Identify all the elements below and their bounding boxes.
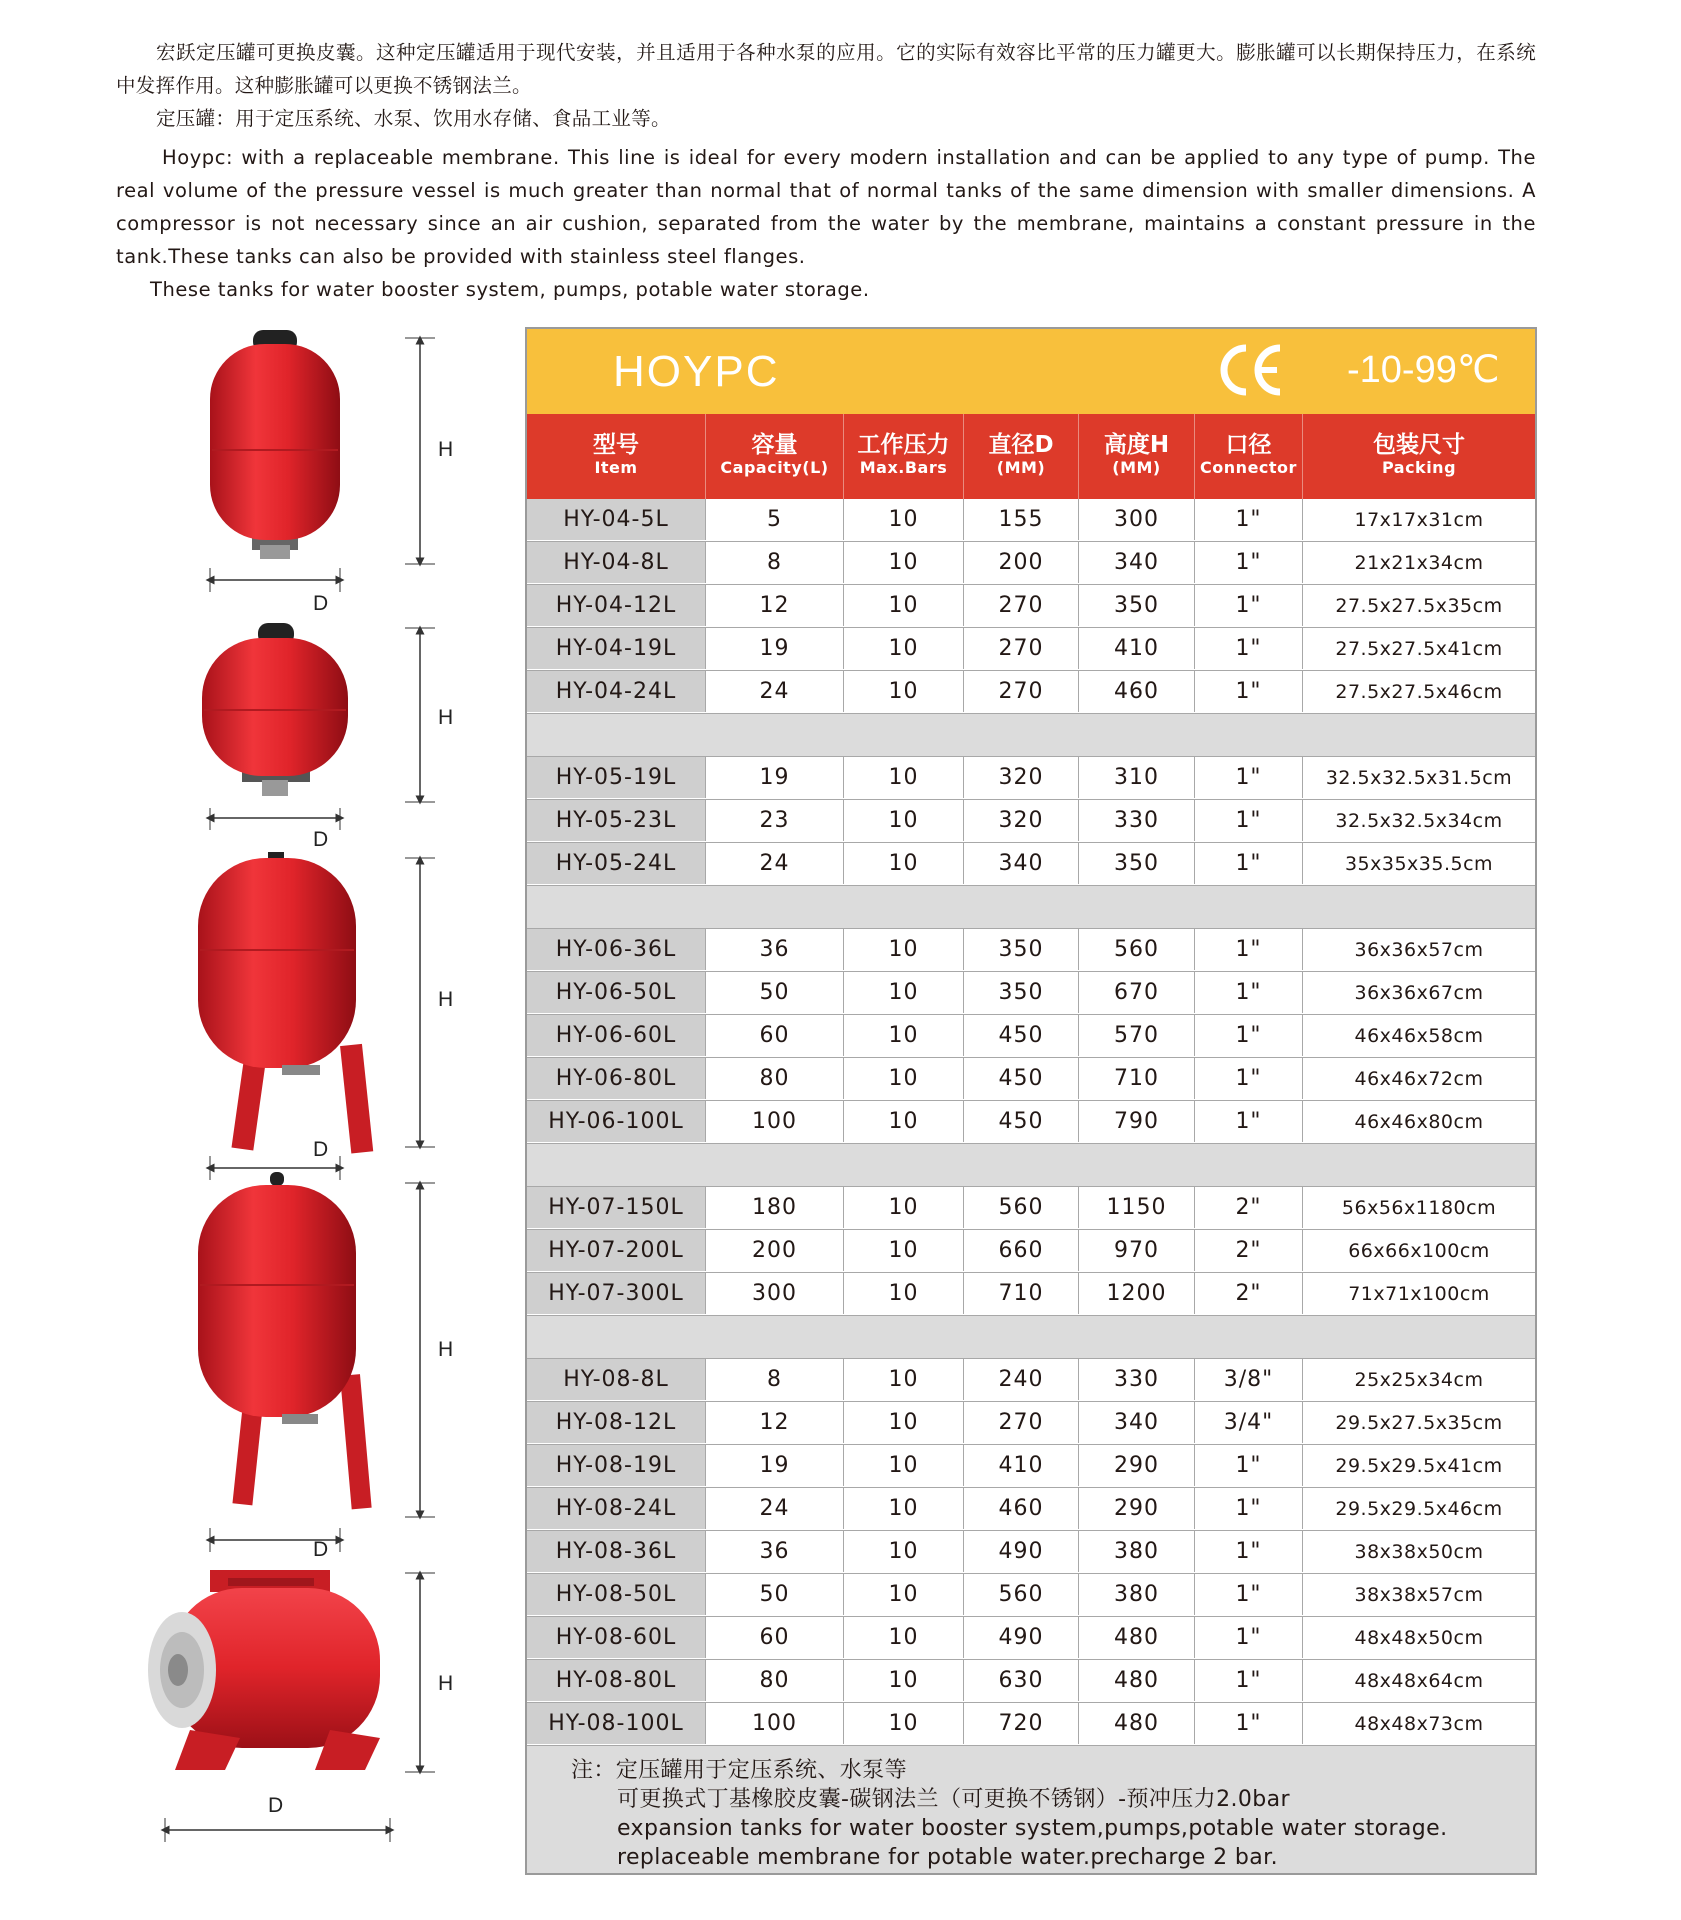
intro-text	[116, 36, 1536, 306]
cell-capacity: 23	[706, 800, 844, 841]
cell-connector: 1"	[1195, 585, 1303, 626]
cell-max-bars: 10	[844, 1230, 964, 1271]
cell-capacity: 19	[706, 628, 844, 669]
cell-packing: 27.5x27.5x41cm	[1335, 638, 1503, 660]
cell-max-bars: 10	[844, 1660, 964, 1701]
cell-packing: 17x17x31cm	[1354, 509, 1484, 531]
cell-connector: 1"	[1195, 1574, 1303, 1615]
spec-table	[525, 327, 1537, 1875]
cell-packing: 32.5x32.5x31.5cm	[1325, 767, 1513, 789]
cell-diameter: 240	[964, 1359, 1079, 1400]
cell-connector: 1"	[1195, 1703, 1303, 1744]
cell-connector: 1"	[1195, 757, 1303, 798]
cell-diameter: 450	[964, 1015, 1079, 1056]
cell-connector: 2"	[1195, 1273, 1303, 1314]
cell-height: 330	[1079, 800, 1195, 841]
table-separator-row	[527, 886, 1535, 929]
cell-item: HY-05-23L	[527, 800, 706, 841]
cell-capacity: 100	[706, 1101, 844, 1142]
cell-packing: 29.5x29.5x41cm	[1335, 1455, 1503, 1477]
cell-connector: 1"	[1195, 1445, 1303, 1486]
cell-packing: 48x48x64cm	[1354, 1670, 1484, 1692]
cell-item: HY-08-24L	[527, 1488, 706, 1529]
product-drawings	[130, 330, 490, 1880]
cell-item: HY-04-5L	[527, 499, 706, 540]
cell-height: 1200	[1079, 1273, 1195, 1314]
height-label: H	[438, 438, 454, 461]
cell-diameter: 340	[964, 843, 1079, 884]
cell-max-bars: 10	[844, 1359, 964, 1400]
height-label: H	[438, 988, 454, 1011]
cell-packing: 56x56x1180cm	[1341, 1197, 1497, 1219]
cell-connector: 1"	[1195, 542, 1303, 583]
table-row	[527, 1273, 1535, 1316]
cell-capacity: 36	[706, 1531, 844, 1572]
tank-legged-4	[198, 1172, 372, 1509]
table-row	[527, 1015, 1535, 1058]
cell-diameter: 630	[964, 1660, 1079, 1701]
intro-en-usage: These tanks for water booster system, pumps, potable water storage.	[150, 278, 870, 301]
tank-small-1	[210, 330, 340, 559]
cell-capacity: 24	[706, 843, 844, 884]
cell-height: 410	[1079, 628, 1195, 669]
table-row	[527, 1574, 1535, 1617]
cell-max-bars: 10	[844, 542, 964, 583]
cell-packing: 71x71x100cm	[1348, 1283, 1490, 1305]
cell-packing: 46x46x58cm	[1354, 1025, 1484, 1047]
cell-max-bars: 10	[844, 628, 964, 669]
cell-packing: 21x21x34cm	[1354, 552, 1484, 574]
temperature-range: -10-99℃	[1347, 349, 1500, 391]
cell-max-bars: 10	[844, 585, 964, 626]
cell-capacity: 80	[706, 1058, 844, 1099]
table-row	[527, 1101, 1535, 1144]
cell-height: 670	[1079, 972, 1195, 1013]
cell-diameter: 200	[964, 542, 1079, 583]
cell-capacity: 8	[706, 1359, 844, 1400]
table-row	[527, 972, 1535, 1015]
ce-mark-icon	[1217, 342, 1283, 398]
header-capacity: 容量 Capacity(L)	[706, 414, 844, 499]
height-label: H	[438, 1672, 454, 1695]
cell-diameter: 660	[964, 1230, 1079, 1271]
cell-item: HY-05-19L	[527, 757, 706, 798]
cell-packing: 38x38x50cm	[1354, 1541, 1484, 1563]
table-row	[527, 1660, 1535, 1703]
cell-height: 790	[1079, 1101, 1195, 1142]
cell-connector: 1"	[1195, 628, 1303, 669]
cell-height: 710	[1079, 1058, 1195, 1099]
note-line-3: expansion tanks for water booster system,pumps,potable water storage.	[617, 1816, 1448, 1841]
height-label: H	[438, 1338, 454, 1361]
cell-item: HY-08-36L	[527, 1531, 706, 1572]
header-connector: 口径 Connector	[1195, 414, 1303, 499]
cell-diameter: 450	[964, 1101, 1079, 1142]
intro-zh-paragraph: 宏跃定压罐可更换皮囊。这种定压罐适用于现代安装，并且适用于各种水泵的应用。它的实际有效容比平常的压力罐更大。膨胀罐可以长期保持压力，在系统中发挥作用。这种膨胀罐可以更换不锈钢法兰。	[116, 41, 1536, 97]
cell-max-bars: 10	[844, 1015, 964, 1056]
brand-bar	[527, 329, 1535, 414]
cell-capacity: 19	[706, 1445, 844, 1486]
cell-item: HY-08-80L	[527, 1660, 706, 1701]
header-max-bars: 工作压力 Max.Bars	[844, 414, 964, 499]
cell-max-bars: 10	[844, 1445, 964, 1486]
cell-item: HY-08-8L	[527, 1359, 706, 1400]
cell-connector: 1"	[1195, 1660, 1303, 1701]
diameter-label: D	[313, 828, 329, 851]
cell-diameter: 270	[964, 671, 1079, 712]
cell-height: 480	[1079, 1617, 1195, 1658]
cell-packing: 38x38x57cm	[1354, 1584, 1484, 1606]
cell-capacity: 24	[706, 1488, 844, 1529]
cell-diameter: 350	[964, 929, 1079, 970]
cell-diameter: 450	[964, 1058, 1079, 1099]
header-diameter: 直径D (MM)	[964, 414, 1079, 499]
table-row	[527, 1058, 1535, 1101]
cell-max-bars: 10	[844, 1488, 964, 1529]
cell-connector: 1"	[1195, 1101, 1303, 1142]
cell-diameter: 490	[964, 1531, 1079, 1572]
cell-packing: 25x25x34cm	[1354, 1369, 1484, 1391]
cell-max-bars: 10	[844, 1273, 964, 1314]
cell-connector: 1"	[1195, 1058, 1303, 1099]
cell-capacity: 12	[706, 1402, 844, 1443]
cell-max-bars: 10	[844, 757, 964, 798]
cell-diameter: 270	[964, 585, 1079, 626]
cell-diameter: 560	[964, 1574, 1079, 1615]
intro-zh-usage: 定压罐：用于定压系统、水泵、饮用水存储、食品工业等。	[156, 107, 671, 130]
header-item: 型号 Item	[527, 414, 706, 499]
cell-packing: 46x46x80cm	[1354, 1111, 1484, 1133]
cell-capacity: 60	[706, 1617, 844, 1658]
cell-capacity: 19	[706, 757, 844, 798]
cell-item: HY-06-50L	[527, 972, 706, 1013]
cell-capacity: 50	[706, 1574, 844, 1615]
cell-connector: 1"	[1195, 499, 1303, 540]
table-row	[527, 1445, 1535, 1488]
table-row	[527, 1187, 1535, 1230]
cell-item: HY-04-8L	[527, 542, 706, 583]
cell-max-bars: 10	[844, 1058, 964, 1099]
cell-connector: 1"	[1195, 843, 1303, 884]
cell-connector: 2"	[1195, 1230, 1303, 1271]
cell-height: 970	[1079, 1230, 1195, 1271]
cell-height: 340	[1079, 542, 1195, 583]
cell-connector: 1"	[1195, 1531, 1303, 1572]
cell-connector: 1"	[1195, 972, 1303, 1013]
cell-diameter: 710	[964, 1273, 1079, 1314]
cell-max-bars: 10	[844, 1574, 964, 1615]
cell-item: HY-04-19L	[527, 628, 706, 669]
cell-diameter: 270	[964, 628, 1079, 669]
tank-small-2	[202, 623, 348, 796]
cell-diameter: 560	[964, 1187, 1079, 1228]
cell-packing: 27.5x27.5x35cm	[1335, 595, 1503, 617]
cell-item: HY-07-200L	[527, 1230, 706, 1271]
cell-packing: 36x36x67cm	[1354, 982, 1484, 1004]
cell-height: 380	[1079, 1531, 1195, 1572]
cell-height: 310	[1079, 757, 1195, 798]
cell-capacity: 8	[706, 542, 844, 583]
cell-item: HY-06-100L	[527, 1101, 706, 1142]
diameter-label: D	[313, 1138, 329, 1161]
cell-connector: 3/4"	[1195, 1402, 1303, 1443]
cell-capacity: 12	[706, 585, 844, 626]
cell-connector: 1"	[1195, 929, 1303, 970]
tank-horizontal-5	[148, 1570, 380, 1770]
notes	[527, 1746, 1535, 1873]
cell-capacity: 80	[706, 1660, 844, 1701]
cell-item: HY-06-60L	[527, 1015, 706, 1056]
cell-height: 330	[1079, 1359, 1195, 1400]
cell-item: HY-05-24L	[527, 843, 706, 884]
cell-item: HY-04-24L	[527, 671, 706, 712]
cell-packing: 36x36x57cm	[1354, 939, 1484, 961]
cell-capacity: 180	[706, 1187, 844, 1228]
cell-capacity: 5	[706, 499, 844, 540]
cell-packing: 66x66x100cm	[1348, 1240, 1490, 1262]
cell-packing: 48x48x50cm	[1354, 1627, 1484, 1649]
cell-packing: 29.5x29.5x46cm	[1335, 1498, 1503, 1520]
cell-height: 560	[1079, 929, 1195, 970]
cell-max-bars: 10	[844, 1531, 964, 1572]
cell-height: 350	[1079, 843, 1195, 884]
cell-max-bars: 10	[844, 499, 964, 540]
diameter-label: D	[268, 1794, 284, 1817]
table-row	[527, 1617, 1535, 1660]
note-line-4: replaceable membrane for potable water.precharge 2 bar.	[617, 1845, 1278, 1870]
table-row	[527, 1402, 1535, 1445]
cell-capacity: 50	[706, 972, 844, 1013]
cell-diameter: 350	[964, 972, 1079, 1013]
cell-max-bars: 10	[844, 1617, 964, 1658]
table-row	[527, 542, 1535, 585]
cell-connector: 1"	[1195, 800, 1303, 841]
cell-item: HY-08-19L	[527, 1445, 706, 1486]
cell-connector: 1"	[1195, 671, 1303, 712]
table-separator-row	[527, 1144, 1535, 1187]
cell-height: 380	[1079, 1574, 1195, 1615]
cell-item: HY-06-36L	[527, 929, 706, 970]
cell-height: 350	[1079, 585, 1195, 626]
cell-diameter: 320	[964, 757, 1079, 798]
cell-diameter: 270	[964, 1402, 1079, 1443]
cell-packing: 46x46x72cm	[1354, 1068, 1484, 1090]
cell-connector: 1"	[1195, 1617, 1303, 1658]
table-row	[527, 671, 1535, 714]
cell-item: HY-07-300L	[527, 1273, 706, 1314]
cell-max-bars: 10	[844, 1187, 964, 1228]
height-label: H	[438, 706, 454, 729]
table-body	[527, 499, 1535, 1746]
cell-capacity: 300	[706, 1273, 844, 1314]
table-row	[527, 628, 1535, 671]
cell-item: HY-08-50L	[527, 1574, 706, 1615]
table-row	[527, 1703, 1535, 1746]
note-line-1: 注：定压罐用于定压系统、水泵等	[571, 1758, 908, 1783]
cell-item: HY-08-100L	[527, 1703, 706, 1744]
cell-item: HY-04-12L	[527, 585, 706, 626]
cell-height: 480	[1079, 1703, 1195, 1744]
cell-packing: 32.5x32.5x34cm	[1335, 810, 1503, 832]
cell-height: 290	[1079, 1488, 1195, 1529]
cell-diameter: 720	[964, 1703, 1079, 1744]
cell-capacity: 24	[706, 671, 844, 712]
cell-capacity: 200	[706, 1230, 844, 1271]
cell-diameter: 155	[964, 499, 1079, 540]
table-row	[527, 499, 1535, 542]
intro-en-paragraph: Hoypc: with a replaceable membrane. This line is ideal for every modern installation and can be applied to any type of pump. The real volume of the pressure vessel is much greater than normal that of normal tanks of the same dimension with smaller dimensions. A compressor is not necessary since an air cushion, separated from the water by the membrane, maintains a constant pressure in the tank.These tanks can also be provided with stainless steel flanges.	[116, 146, 1536, 268]
cell-height: 570	[1079, 1015, 1195, 1056]
cell-max-bars: 10	[844, 800, 964, 841]
cell-packing: 48x48x73cm	[1354, 1713, 1484, 1735]
cell-diameter: 320	[964, 800, 1079, 841]
cell-connector: 2"	[1195, 1187, 1303, 1228]
table-row	[527, 929, 1535, 972]
cell-max-bars: 10	[844, 843, 964, 884]
cell-packing: 29.5x27.5x35cm	[1335, 1412, 1503, 1434]
table-row	[527, 757, 1535, 800]
cell-packing: 27.5x27.5x46cm	[1335, 681, 1503, 703]
brand-name: HOYPC	[613, 347, 780, 396]
table-separator-row	[527, 1316, 1535, 1359]
diameter-label: D	[313, 1538, 329, 1561]
cell-max-bars: 10	[844, 929, 964, 970]
cell-connector: 1"	[1195, 1015, 1303, 1056]
cell-height: 460	[1079, 671, 1195, 712]
cell-max-bars: 10	[844, 1402, 964, 1443]
table-row	[527, 800, 1535, 843]
cell-connector: 3/8"	[1195, 1359, 1303, 1400]
cell-capacity: 36	[706, 929, 844, 970]
cell-max-bars: 10	[844, 972, 964, 1013]
cell-max-bars: 10	[844, 1703, 964, 1744]
cell-packing: 35x35x35.5cm	[1344, 853, 1494, 875]
cell-height: 300	[1079, 499, 1195, 540]
table-row	[527, 1230, 1535, 1273]
note-line-2: 可更换式丁基橡胶皮囊-碳钢法兰（可更换不锈钢）-预冲压力2.0bar	[617, 1787, 1290, 1812]
cell-diameter: 410	[964, 1445, 1079, 1486]
table-row	[527, 1488, 1535, 1531]
cell-diameter: 460	[964, 1488, 1079, 1529]
cell-capacity: 100	[706, 1703, 844, 1744]
cell-item: HY-08-60L	[527, 1617, 706, 1658]
cell-height: 290	[1079, 1445, 1195, 1486]
table-header	[527, 414, 1535, 499]
cell-connector: 1"	[1195, 1488, 1303, 1529]
table-separator-row	[527, 714, 1535, 757]
cell-height: 340	[1079, 1402, 1195, 1443]
table-row	[527, 843, 1535, 886]
tank-legged-3	[198, 852, 373, 1154]
cell-capacity: 60	[706, 1015, 844, 1056]
table-row	[527, 1359, 1535, 1402]
diameter-label: D	[313, 592, 329, 615]
header-height: 高度H (MM)	[1079, 414, 1195, 499]
table-row	[527, 1531, 1535, 1574]
cell-item: HY-08-12L	[527, 1402, 706, 1443]
cell-height: 1150	[1079, 1187, 1195, 1228]
cell-max-bars: 10	[844, 671, 964, 712]
cell-item: HY-07-150L	[527, 1187, 706, 1228]
cell-height: 480	[1079, 1660, 1195, 1701]
cell-diameter: 490	[964, 1617, 1079, 1658]
header-packing: 包装尺寸 Packing	[1373, 432, 1465, 477]
table-row	[527, 585, 1535, 628]
cell-max-bars: 10	[844, 1101, 964, 1142]
cell-item: HY-06-80L	[527, 1058, 706, 1099]
